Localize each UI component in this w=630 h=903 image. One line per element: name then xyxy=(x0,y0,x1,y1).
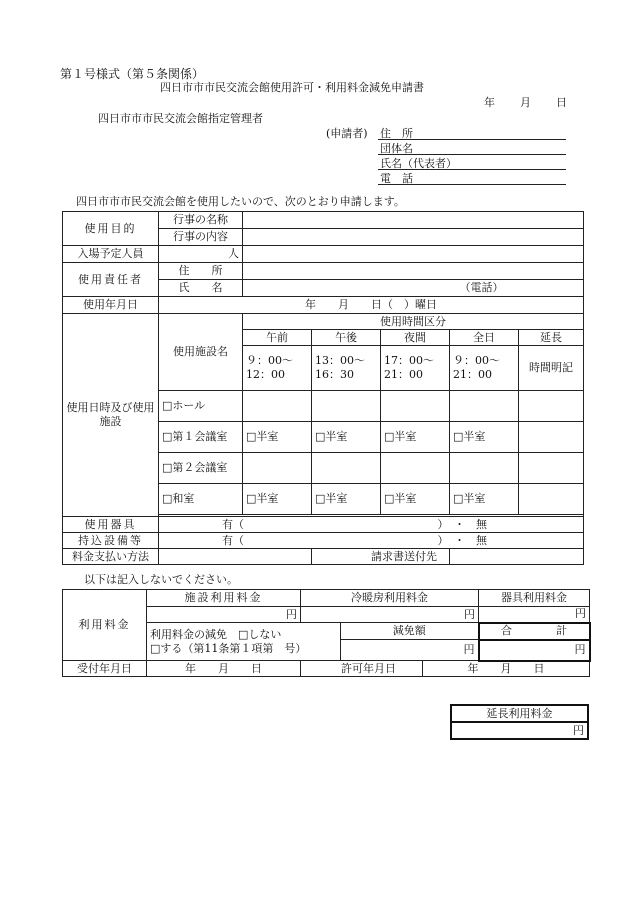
hall-extension[interactable] xyxy=(519,391,584,422)
washitsu-morning-half[interactable]: □半室 xyxy=(243,484,312,515)
room1-morning-half[interactable]: □半室 xyxy=(243,422,312,453)
room2-extension[interactable] xyxy=(519,453,584,484)
applicant-label: (申請者) xyxy=(326,127,368,140)
use-date-field[interactable]: 年 月 日（ ）曜日 xyxy=(159,297,584,314)
facility-name-header: 使用施設名 xyxy=(159,314,243,391)
total-field[interactable]: 円 xyxy=(479,640,590,661)
fee-label: 利用料金 xyxy=(63,590,147,661)
use-date-label: 使用年月日 xyxy=(63,297,159,314)
resp-name-label: 氏 名 xyxy=(159,280,243,297)
group-label: 団体名 xyxy=(380,142,413,155)
event-content-field[interactable] xyxy=(243,229,584,246)
resp-address-field[interactable] xyxy=(243,263,584,280)
phone-label: 電 話 xyxy=(380,172,413,185)
equipment-fee-field[interactable]: 円 xyxy=(479,607,590,623)
equipment-fee-label: 器具利用料金 xyxy=(479,590,590,607)
slot-extension: 延長 xyxy=(519,330,584,346)
room1-night-half[interactable]: □半室 xyxy=(381,422,450,453)
room2-fullday[interactable] xyxy=(450,453,519,484)
slot-afternoon-time xyxy=(312,346,381,391)
equipment-ari: 有（ xyxy=(222,517,244,531)
slot-afternoon-start: 13：00～ xyxy=(315,354,365,368)
group-line[interactable] xyxy=(378,154,566,155)
washitsu-extension[interactable] xyxy=(519,484,584,515)
application-table xyxy=(62,211,584,565)
reduction-field[interactable]: 円 xyxy=(341,640,479,661)
ac-fee-label: 冷暖房利用料金 xyxy=(301,590,479,607)
date-day-label: 日 xyxy=(556,96,567,109)
facility-fee-label: 施設利用料金 xyxy=(147,590,301,607)
time-section-header: 使用時間区分 xyxy=(243,314,584,330)
fee-table xyxy=(62,589,591,677)
washitsu-fullday-half[interactable]: □半室 xyxy=(450,484,519,515)
hall-fullday[interactable] xyxy=(450,391,519,422)
slot-afternoon-end: 16：30 xyxy=(315,368,354,381)
attendees-label: 入場予定人員 xyxy=(63,246,159,263)
datetime-facility-label: 使用日時及び使用施設 xyxy=(63,314,159,517)
permit-date-label: 許可年月日 xyxy=(301,661,423,677)
slot-night: 夜間 xyxy=(381,330,450,346)
date-year-label: 年 xyxy=(484,96,495,109)
resp-address-label: 住 所 xyxy=(159,263,243,280)
invoice-field[interactable] xyxy=(450,549,584,565)
extension-note: 時間明記 xyxy=(519,346,584,391)
room1-checkbox[interactable]: □第１会議室 xyxy=(159,422,243,453)
event-name-label: 行事の名称 xyxy=(159,212,243,229)
washitsu-checkbox[interactable]: □和室 xyxy=(159,484,243,515)
address-label: 住 所 xyxy=(380,127,413,140)
slot-morning: 午前 xyxy=(243,330,312,346)
room1-fullday-half[interactable]: □半室 xyxy=(450,422,519,453)
name-line[interactable] xyxy=(378,169,566,170)
payment-method-label: 料金支払い方法 xyxy=(63,549,159,565)
facility-fee-field[interactable]: 円 xyxy=(147,607,301,623)
exemption-field[interactable] xyxy=(147,623,341,661)
ac-fee-field[interactable]: 円 xyxy=(301,607,479,623)
carry-in-nashi: ） ・ 無 xyxy=(437,533,487,547)
payment-method-field[interactable] xyxy=(159,549,312,565)
reduction-label: 減免額 xyxy=(341,623,479,640)
equipment-field[interactable] xyxy=(159,517,584,533)
room1-afternoon-half[interactable]: □半室 xyxy=(312,422,381,453)
attendees-field[interactable] xyxy=(159,246,243,263)
slot-afternoon: 午後 xyxy=(312,330,381,346)
received-date-label: 受付年月日 xyxy=(63,661,147,677)
washitsu-afternoon-half[interactable]: □半室 xyxy=(312,484,381,515)
attendees-blank xyxy=(243,246,584,263)
slot-morning-start: ９：00～ xyxy=(246,354,293,368)
slot-fullday-start: ９：00～ xyxy=(453,354,500,368)
date-month-label: 月 xyxy=(520,96,531,109)
office-note: 以下は記入しないでください。 xyxy=(84,573,238,586)
equipment-nashi: ） ・ 無 xyxy=(437,517,487,531)
slot-night-time xyxy=(381,346,450,391)
intro-text: 四日市市市民交流会館を使用したいので、次のとおり申請します。 xyxy=(76,195,405,208)
room2-afternoon[interactable] xyxy=(312,453,381,484)
slot-morning-end: 12：00 xyxy=(246,368,285,381)
person-unit: 人 xyxy=(228,247,239,261)
responsible-label: 使用責任者 xyxy=(63,263,159,297)
slot-fullday-end: 21：00 xyxy=(453,368,492,381)
slot-fullday-time xyxy=(450,346,519,391)
extension-fee-box xyxy=(450,704,589,740)
slot-fullday: 全日 xyxy=(450,330,519,346)
extension-fee-label: 延長利用料金 xyxy=(451,705,588,722)
event-name-field[interactable] xyxy=(243,212,584,229)
total-label: 合 計 xyxy=(479,623,590,640)
phone-line[interactable] xyxy=(378,184,566,185)
permit-date-field[interactable]: 年 月 日 xyxy=(423,661,590,677)
resp-name-field[interactable] xyxy=(243,280,584,297)
hall-checkbox[interactable]: □ホール xyxy=(159,391,243,422)
resp-phone-label: （電話） xyxy=(459,281,504,295)
hall-night[interactable] xyxy=(381,391,450,422)
hall-afternoon[interactable] xyxy=(312,391,381,422)
form-number: 第１号様式（第５条関係） xyxy=(60,67,205,81)
hall-morning[interactable] xyxy=(243,391,312,422)
event-content-label: 行事の内容 xyxy=(159,229,243,246)
exemption-line2: □する（第11条第１項第 号） xyxy=(150,641,307,655)
slot-night-end: 21：00 xyxy=(384,368,423,381)
addressee: 四日市市市民交流会館指定管理者 xyxy=(98,112,263,125)
room2-checkbox[interactable]: □第２会議室 xyxy=(159,453,243,484)
address-line[interactable] xyxy=(378,139,566,140)
exemption-line1: 利用料金の減免 □しない xyxy=(150,627,282,641)
form-title: 四日市市市民交流会館使用許可・利用料金減免申請書 xyxy=(160,81,424,94)
room2-morning[interactable] xyxy=(243,453,312,484)
received-date-field[interactable]: 年 月 日 xyxy=(147,661,301,677)
carry-in-ari: 有（ xyxy=(222,533,244,547)
equipment-label: 使用器具 xyxy=(63,517,159,533)
name-label: 氏名（代表者） xyxy=(380,157,457,170)
room2-night[interactable] xyxy=(381,453,450,484)
room1-extension[interactable] xyxy=(519,422,584,453)
invoice-label: 請求書送付先 xyxy=(312,549,450,565)
purpose-label: 使用目的 xyxy=(63,212,159,246)
extension-fee-field[interactable]: 円 xyxy=(451,722,588,739)
slot-night-start: 17：00～ xyxy=(384,354,434,368)
carry-in-label: 持込設備等 xyxy=(63,533,159,549)
slot-morning-time xyxy=(243,346,312,391)
carry-in-field[interactable] xyxy=(159,533,584,549)
washitsu-night-half[interactable]: □半室 xyxy=(381,484,450,515)
